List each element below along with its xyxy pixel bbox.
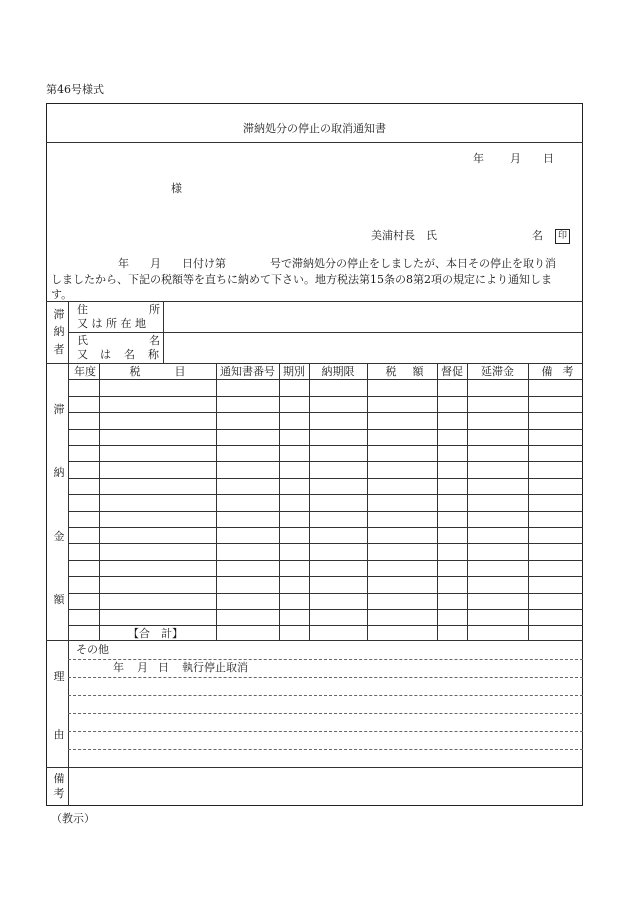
reason-label-2: 由 [53,728,65,741]
seal-mark: 印 [555,229,570,244]
table-row-line [68,478,583,479]
address-sub-label: 又 は 所 在 地 [77,317,146,330]
reason-line [68,659,583,660]
col-due-date: 納期限 [321,365,355,378]
col-late-fee: 延滞金 [481,365,514,378]
table-column-line [437,363,438,640]
reason-entry-month: 月 [137,661,148,674]
table-row-line [68,429,583,430]
reason-line [68,749,583,750]
reason-entry-day: 日 [158,661,169,674]
table-row-line [68,576,583,577]
issuer-name-suffix: 名 [532,229,543,242]
table-row-line [68,609,583,610]
table-row-line [68,560,583,561]
taxpayer-divider [46,363,583,364]
name-label-2: 名 [149,334,160,347]
col-reminder: 督促 [441,365,463,378]
body-line1-rest: 号で滞納処分の停止をしましたが、本日その停止を取り消 [270,257,556,270]
taxpayer-label-3: 者 [53,343,65,356]
name-label-1: 氏 [77,334,88,347]
remarks-label-1: 備 [53,772,65,785]
amount-label-3: 金 [53,530,65,543]
body-date-no: 日付け第 [182,257,226,270]
col-notice-number: 通知書番号 [220,365,275,378]
col-tax-item-2: 目 [174,365,186,378]
table-column-line [467,363,468,640]
reason-label-1: 理 [53,670,65,683]
addressee-suffix: 様 [171,182,182,195]
remarks-label-2: 考 [53,787,65,800]
taxpayer-label-1: 滞 [53,308,65,321]
col-tax-amount-1: 税 [385,365,397,378]
title-divider [46,142,583,143]
footer-note: （教示） [51,812,95,825]
body-divider [46,301,583,302]
taxpayer-label-2: 納 [53,325,65,338]
body-year: 年 [118,257,129,270]
reason-line [68,695,583,696]
address-label-1: 住 [77,303,88,316]
table-row-line [68,412,583,413]
col-tax-amount-2: 額 [412,365,424,378]
table-row-line [68,527,583,528]
body-line3: す。 [51,288,73,301]
total-label: 【合 計】 [128,627,183,640]
table-row-line [68,461,583,462]
table-column-line [279,363,280,640]
reason-line [68,677,583,678]
address-divider [68,332,583,333]
reason-entry-text: 執行停止取消 [182,661,248,674]
amount-label-4: 額 [53,593,65,606]
table-row-line [68,379,583,380]
table-column-line [367,363,368,640]
issuer-name: 美浦村長 氏 [371,229,437,242]
reason-entry-year: 年 [113,661,124,674]
date-day-label: 日 [543,152,554,165]
body-month: 月 [150,257,161,270]
amount-bottom-divider [46,640,583,641]
date-month-label: 月 [510,152,521,165]
body-line2: しましたから、下記の税額等を直ちに納めて下さい。地方税法第15条の8第2項の規定により通知しま [51,273,552,286]
form-frame [46,103,583,806]
form-number: 第46号様式 [46,83,104,96]
table-row-line [68,494,583,495]
table-row-line [68,625,583,626]
name-sub-1: 又 [77,348,88,361]
table-row-line [68,593,583,594]
taxpayer-value-line [163,301,164,363]
col-period: 期別 [283,365,305,378]
table-column-line [309,363,310,640]
reason-line [68,713,583,714]
table-row-line [68,396,583,397]
table-row-line [68,543,583,544]
address-label-2: 所 [149,303,160,316]
table-row-line [68,511,583,512]
reason-other: その他 [76,643,109,656]
name-sub-4: 称 [148,348,159,361]
date-year-label: 年 [473,152,484,165]
col-remarks-1: 備 [541,365,553,378]
table-column-line [216,363,217,640]
amount-label-1: 滞 [53,403,65,416]
form-title: 滞納処分の停止の取消通知書 [243,122,386,135]
col-year: 年度 [74,365,96,378]
table-column-line [99,363,100,640]
name-sub-3: 名 [124,348,135,361]
table-row-line [68,445,583,446]
reason-bottom-divider [46,767,583,768]
reason-line [68,731,583,732]
col-tax-item-1: 税 [129,365,141,378]
name-sub-2: は [100,348,111,361]
table-column-line [528,363,529,640]
col-remarks-2: 考 [562,365,574,378]
amount-label-2: 納 [53,466,65,479]
